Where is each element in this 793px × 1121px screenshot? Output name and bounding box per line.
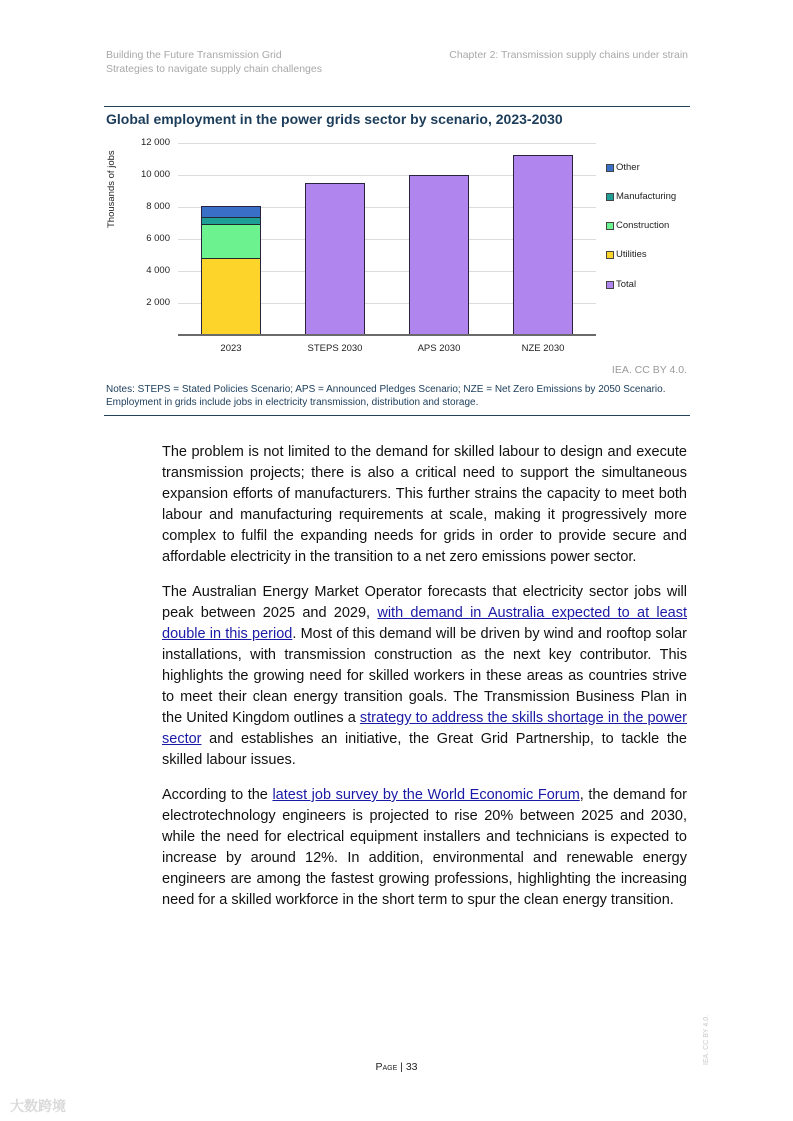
y-axis-label: Thousands of jobs xyxy=(106,150,117,228)
legend-swatch-icon xyxy=(606,193,614,201)
figure-title: Global employment in the power grids sector by scenario, 2023-2030 xyxy=(106,111,563,127)
legend-item-other: Other xyxy=(606,162,640,173)
side-credit: IEA. CC BY 4.0. xyxy=(703,1014,710,1065)
x-tick: NZE 2030 xyxy=(521,343,565,354)
paragraph-2: The Australian Energy Market Operator forecasts that electricity sector jobs will peak between 2025 and 2029, with demand in Australia expected to at least double in this period. Most of this demand will be driven by wind and rooftop solar installations, with transmission construction as the next key contributor. This highlights the growing need for skilled workers in these areas as countries strive to meet their clean energy transition goals. The Transmission Business Plan in the United Kingdom outlines a strategy to address the skills shortage in the power sector and establishes an initiative, the Great Grid Partnership, to tackle the skilled labour issues. xyxy=(162,584,687,768)
page-number: Page | 33 xyxy=(375,1061,418,1073)
x-tick: 2023 xyxy=(220,343,242,354)
legend-item-utilities: Utilities xyxy=(606,249,647,260)
y-tick: 4 000 xyxy=(146,265,170,276)
legend-item-manufacturing: Manufacturing xyxy=(606,191,676,202)
bar-nze-2030 xyxy=(513,155,573,335)
bar-aps-2030 xyxy=(409,175,469,335)
running-header-left xyxy=(106,48,322,76)
report-title: Building the Future Transmission Grid xyxy=(106,49,282,61)
figure-top-rule xyxy=(104,106,690,107)
link-australia-demand[interactable]: with demand in Australia expected to at least double in this period xyxy=(162,605,687,642)
legend-item-total: Total xyxy=(606,279,636,290)
x-tick: APS 2030 xyxy=(417,343,461,354)
y-tick: 2 000 xyxy=(146,297,170,308)
paragraph-1: The problem is not limited to the demand for skilled labour to design and execute transmission projects; there is also a critical need to support the simultaneous expansion efforts of manufacturers. This further strains the capacity to meet both labour and manufacturing requirements at scale, making it progressively more complex to fulfil the expanding needs for grids in order to provide secure and affordable electricity in the transition to a net zero emissions power sector. xyxy=(162,444,687,565)
report-subtitle: Strategies to navigate supply chain challenges xyxy=(106,63,322,75)
x-axis xyxy=(178,334,596,336)
y-tick: 10 000 xyxy=(140,169,170,180)
figure-notes: Notes: STEPS = Stated Policies Scenario; APS = Announced Pledges Scenario; NZE = Net Zero Emissions by 2050 Scenario. Employment in grids include jobs in electricity transmission, distribution and storage. xyxy=(106,384,666,408)
legend-swatch-icon xyxy=(606,222,614,230)
gridline xyxy=(178,143,596,144)
y-tick: 6 000 xyxy=(146,233,170,244)
bar-segment-utilities xyxy=(202,258,260,334)
legend-item-construction: Construction xyxy=(606,220,669,231)
legend-swatch-icon xyxy=(606,164,614,172)
y-tick: 8 000 xyxy=(146,201,170,212)
chapter-title: Chapter 2: Transmission supply chains under strain xyxy=(449,49,688,61)
link-uk-skills-strategy[interactable]: strategy to address the skills shortage in the power sector xyxy=(162,710,687,747)
figure-credit: IEA. CC BY 4.0. xyxy=(611,364,687,376)
bar-steps-2030 xyxy=(305,183,365,335)
bar-segment-construction xyxy=(202,224,260,259)
y-tick: 12 000 xyxy=(140,137,170,148)
bar-2023 xyxy=(201,206,261,335)
legend-swatch-icon xyxy=(606,281,614,289)
x-tick: STEPS 2030 xyxy=(307,343,363,354)
watermark: 大数跨境 xyxy=(10,1098,66,1114)
link-wef-job-survey[interactable]: latest job survey by the World Economic Forum xyxy=(272,787,580,803)
figure-bottom-rule xyxy=(104,415,690,416)
legend-swatch-icon xyxy=(606,251,614,259)
paragraph-3: According to the latest job survey by the World Economic Forum, the demand for electrotechnology engineers is projected to rise 20% between 2025 and 2030, while the need for electrical equipment installers and technicians is expected to increase by around 12%. In addition, environmental and renewable energy engineers are among the fastest growing professions, highlighting the increasing need for a skilled workforce in the short term to spur the clean energy transition. xyxy=(162,787,687,908)
